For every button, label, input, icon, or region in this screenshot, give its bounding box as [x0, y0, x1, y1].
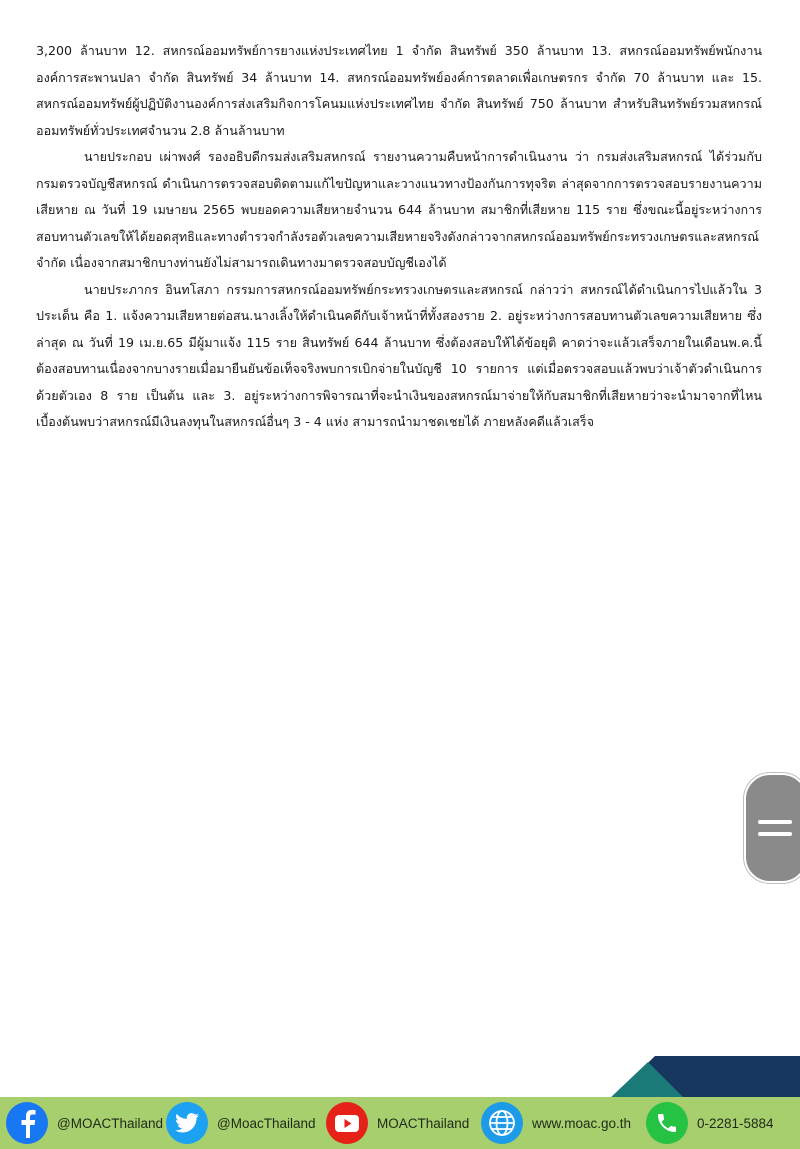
twitter-icon	[166, 1102, 208, 1144]
article-paragraph: นายประภากร อินทโสภา กรรมการสหกรณ์ออมทรัพย์กระทรวงเกษตรและสหกรณ์ กล่าวว่า สหกรณ์ได้ดำเนินการไปแล้วใน 3 ประเด็น คือ 1. แจ้งความเสียหายต่อสน.นางเลิ้งให้ดำเนินคดีกับเจ้าหน้าที่ทั้งสองราย 2. อยู่ระหว่างการสอบทานตัวเลขความเสียหาย ซึ่งล่าสุด ณ วันที่ 19 เม.ย.65 มีผู้มาแจ้ง 115 ราย สินทรัพย์ 644 ล้านบาท ซึ่งต้องสอบให้ได้ข้อยุติ คาดว่าจะแล้วเสร็จภายในเดือนพ.ค.นี้ ต้องสอบทานเนื่องจากบางรายเมื่อมายืนยันข้อเท็จจริงพบการเบิกจ่ายในบัญชี 10 รายการ แต่เมื่อตรวจสอบแล้วพบว่าเจ้าตัวดำเนินการด้วยตัวเอง 8 ราย เป็นต้น และ 3. อยู่ระหว่างการพิจารณาที่จะนำเงินของสหกรณ์มาจ่ายให้กับสมาชิกที่เสียหายว่าจะนำมาจากที่ไหน เบื้องต้นพบว่าสหกรณ์มีเงินลงทุนในสหกรณ์อื่นๆ 3 - 4 แห่ง สามารถนำมาชดเชยได้ ภายหลังคดีแล้วเสร็จ	[36, 281, 762, 429]
phone-icon	[646, 1102, 688, 1144]
phone-link[interactable]	[646, 1097, 774, 1149]
footer-decoration	[0, 1050, 800, 1100]
globe-icon	[481, 1102, 523, 1144]
facebook-link[interactable]	[6, 1097, 163, 1149]
facebook-icon	[6, 1102, 48, 1144]
phone-number: 0-2281-5884	[697, 1115, 774, 1131]
twitter-link[interactable]	[166, 1097, 316, 1149]
menu-bar-icon	[758, 832, 792, 836]
youtube-channel: MOACThailand	[377, 1115, 470, 1131]
website-link[interactable]	[481, 1097, 631, 1149]
youtube-icon	[326, 1102, 368, 1144]
youtube-link[interactable]	[326, 1097, 469, 1149]
article-body	[36, 38, 762, 436]
menu-bar-icon	[758, 820, 792, 824]
footer-bar	[0, 1097, 800, 1149]
twitter-handle: @MoacThailand	[217, 1115, 316, 1131]
article-paragraph: นายประกอบ เผ่าพงศ์ รองอธิบดีกรมส่งเสริมสหกรณ์ รายงานความคืบหน้าการดำเนินงาน ว่า กรมส่งเสริมสหกรณ์ ได้ร่วมกับกรมตรวจบัญชีสหกรณ์ ดำเนินการตรวจสอบติดตามแก้ไขปัญหาและวางแนวทางป้องกันการทุจริต ล่าสุดจากการตรวจสอบรายงานความเสียหาย ณ วันที่ 19 เมษายน 2565 พบยอดความเสียหายจำนวน 644 ล้านบาท สมาชิกที่เสียหาย 115 ราย ซึ่งขณะนี้อยู่ระหว่างการสอบทานตัวเลขให้ได้ยอดสุทธิและทางตำรวจกำลังรอตัวเลขความเสียหายจริงดังกล่าวจากสหกรณ์ออมทรัพย์กระทรวงเกษตรและสหกรณ์ จำกัด เนื่องจากสมาชิกบางท่านยังไม่สามารถเดินทางมาตรวจสอบบัญชีเองได้	[36, 149, 762, 270]
scroll-menu-button[interactable]	[744, 773, 800, 883]
facebook-handle: @MOACThailand	[57, 1115, 163, 1131]
website-url: www.moac.go.th	[532, 1115, 632, 1131]
article-paragraph: 3,200 ล้านบาท 12. สหกรณ์ออมทรัพย์การยางแห่งประเทศไทย 1 จำกัด สินทรัพย์ 350 ล้านบาท 13. สหกรณ์ออมทรัพย์พนักงานองค์การสะพานปลา จำกัด สินทรัพย์ 34 ล้านบาท 14. สหกรณ์ออมทรัพย์องค์การตลาดเพื่อเกษตรกร จำกัด 70 ล้านบาท และ 15. สหกรณ์ออมทรัพย์ผู้ปฏิบัติงานองค์การส่งเสริมกิจการโคนมแห่งประเทศไทย จำกัด สินทรัพย์ 750 ล้านบาท สำหรับสินทรัพย์รวมสหกรณ์ออมทรัพย์ทั่วประเทศจำนวน 2.8 ล้านล้านบาท	[36, 43, 762, 138]
